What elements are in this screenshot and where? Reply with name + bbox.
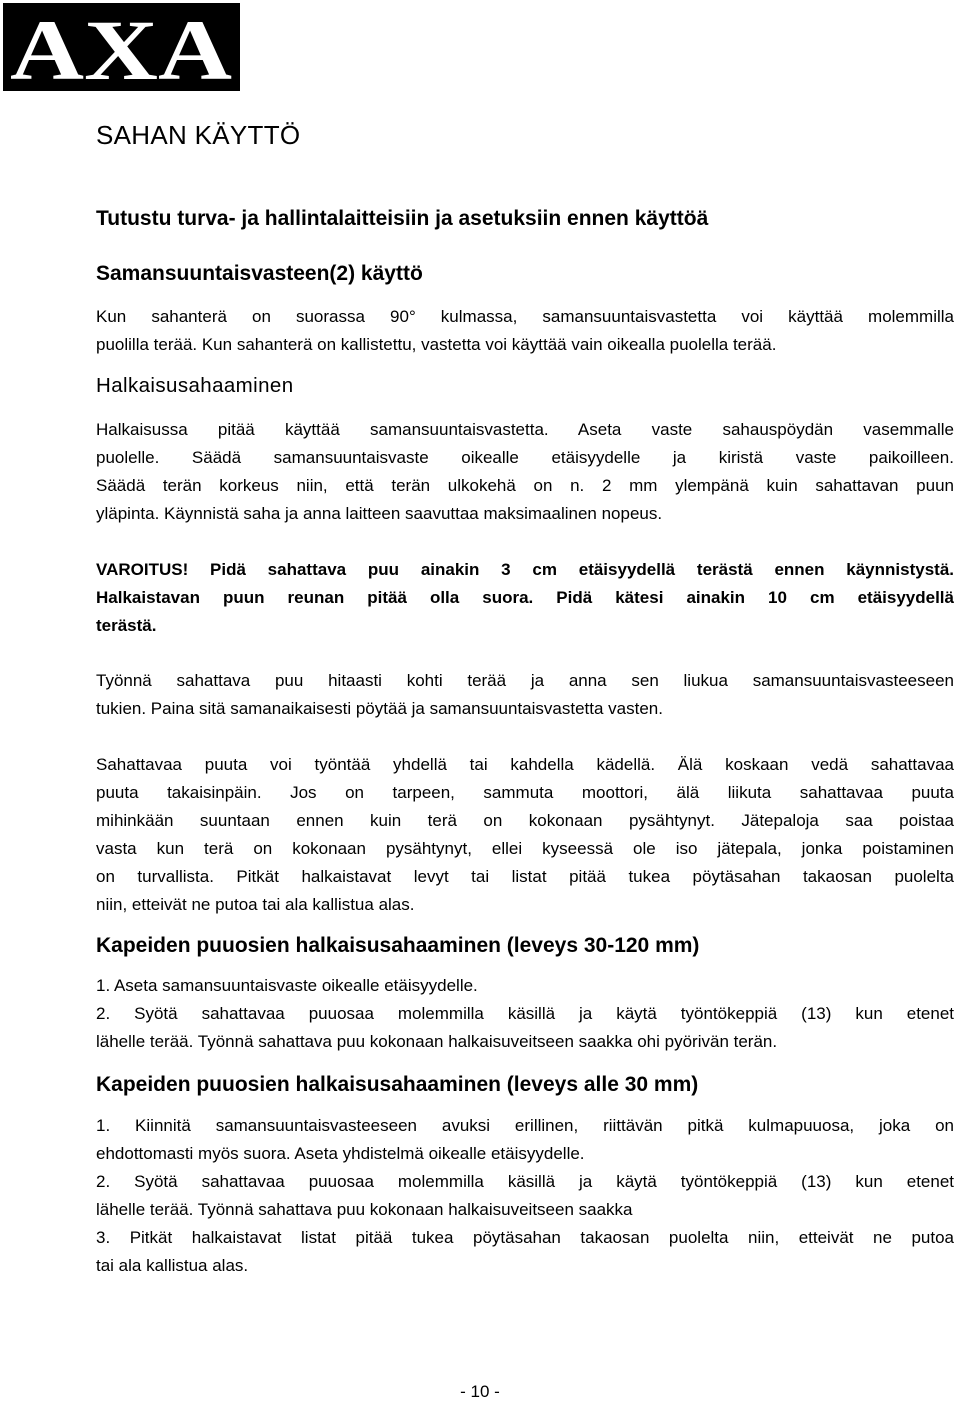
logo-text: AXA xyxy=(10,3,232,91)
text-line: Säädä terän korkeus niin, että terän ulkokehä on n. 2 mm ylempänä kuin sahattavan puun xyxy=(96,476,954,495)
text-line: tukien. Paina sitä samanaikaisesti pöytää ja samansuuntaisvastetta vasten. xyxy=(96,699,663,718)
heading-fence-usage: Samansuuntaisvasteen(2) käyttö xyxy=(96,262,423,285)
heading-narrow-30-120: Kapeiden puuosien halkaisusahaaminen (leveys 30-120 mm) xyxy=(96,934,700,957)
text-line: ehdottomasti myös suora. Aseta yhdistelmä oikealle etäisyydelle. xyxy=(96,1144,585,1163)
text-line: puuta takaisinpäin. Jos on tarpeen, sammuta moottori, älä liikuta sahattavaa puuta xyxy=(96,783,954,802)
text-line: 1. Aseta samansuuntaisvaste oikealle etäisyydelle. xyxy=(96,976,478,995)
text-line: puolilla terää. Kun sahanterä on kallistettu, vastetta voi käyttää vain oikealla puolella terää. xyxy=(96,335,777,354)
text-line: vasta kun terä on kokonaan pysähtynyt, ellei kyseessä ole iso jätepala, jonka poistaminen xyxy=(96,839,954,858)
text-line: 2. Syötä sahattavaa puuosaa molemmilla käsillä ja käytä työntökeppiä (13) kun etenet xyxy=(96,1172,954,1191)
page-title: SAHAN KÄYTTÖ xyxy=(96,120,301,150)
text-line: 3. Pitkät halkaistavat listat pitää tukea pöytäsahan takaosan puolelta niin, etteivät ne putoa xyxy=(96,1228,954,1247)
text-line: Halkaisussa pitää käyttää samansuuntaisvastetta. Aseta vaste sahauspöydän vasemmalle xyxy=(96,420,954,439)
axa-logo-graphic xyxy=(3,3,240,91)
feed-paragraph xyxy=(96,751,954,919)
narrow1-paragraph xyxy=(96,972,954,1056)
text-line: puolelle. Säädä samansuuntaisvaste oikealle etäisyydelle ja kiristä vaste paikoilleen. xyxy=(96,448,954,467)
warning-paragraph xyxy=(96,556,954,640)
text-line: Kun sahanterä on suorassa 90° kulmassa, samansuuntaisvastetta voi käyttää molemmilla xyxy=(96,307,954,326)
text-line: Työnnä sahattava puu hitaasti kohti terää ja anna sen liukua samansuuntaisvasteeseen xyxy=(96,671,954,690)
text-line: VAROITUS! Pidä sahattava puu ainakin 3 cm etäisyydellä terästä ennen käynnistystä. xyxy=(96,560,954,579)
text-line: niin, etteivät ne putoa tai ala kallistua alas. xyxy=(96,895,415,914)
axa-logo xyxy=(3,3,240,91)
heading-narrow-under-30: Kapeiden puuosien halkaisusahaaminen (leveys alle 30 mm) xyxy=(96,1073,699,1096)
push-paragraph xyxy=(96,667,954,723)
text-line: 1. Kiinnitä samansuuntaisvasteeseen avuksi erillinen, riittävän pitkä kulmapuuosa, joka on xyxy=(96,1116,954,1135)
text-line: terästä. xyxy=(96,616,157,635)
text-line: Halkaistavan puun reunan pitää olla suora. Pidä kätesi ainakin 10 cm etäisyydellä xyxy=(96,588,954,607)
text-line: 2. Syötä sahattavaa puuosaa molemmilla käsillä ja käytä työntökeppiä (13) kun etenet xyxy=(96,1004,954,1023)
text-line: tai ala kallistua alas. xyxy=(96,1256,249,1275)
text-line: lähelle terää. Työnnä sahattava puu kokonaan halkaisuveitseen saakka ohi pyörivän terän. xyxy=(96,1032,778,1051)
heading-intro: Tutustu turva- ja hallintalaitteisiin ja asetuksiin ennen käyttöä xyxy=(96,207,709,230)
text-line: yläpinta. Käynnistä saha ja anna laitteen saavuttaa maksimaalinen nopeus. xyxy=(96,504,663,523)
narrow2-paragraph xyxy=(96,1112,954,1280)
ripping-paragraph xyxy=(96,416,954,528)
text-line: mihinkään suuntaan ennen kuin terä on kokonaan pysähtynyt. Jätepaloja saa poistaa xyxy=(96,811,954,830)
text-line: Sahattavaa puuta voi työntää yhdellä tai kahdella kädellä. Älä koskaan vedä sahattavaa xyxy=(96,755,954,774)
text-line: lähelle terää. Työnnä sahattava puu kokonaan halkaisuveitseen saakka xyxy=(96,1200,633,1219)
heading-ripping: Halkaisusahaaminen xyxy=(96,374,294,397)
page-number: - 10 - xyxy=(460,1382,500,1401)
text-line: on turvallista. Pitkät halkaistavat levyt tai listat pitää tukea pöytäsahan takaosan puolelta xyxy=(96,867,954,886)
fence-paragraph xyxy=(96,303,954,359)
